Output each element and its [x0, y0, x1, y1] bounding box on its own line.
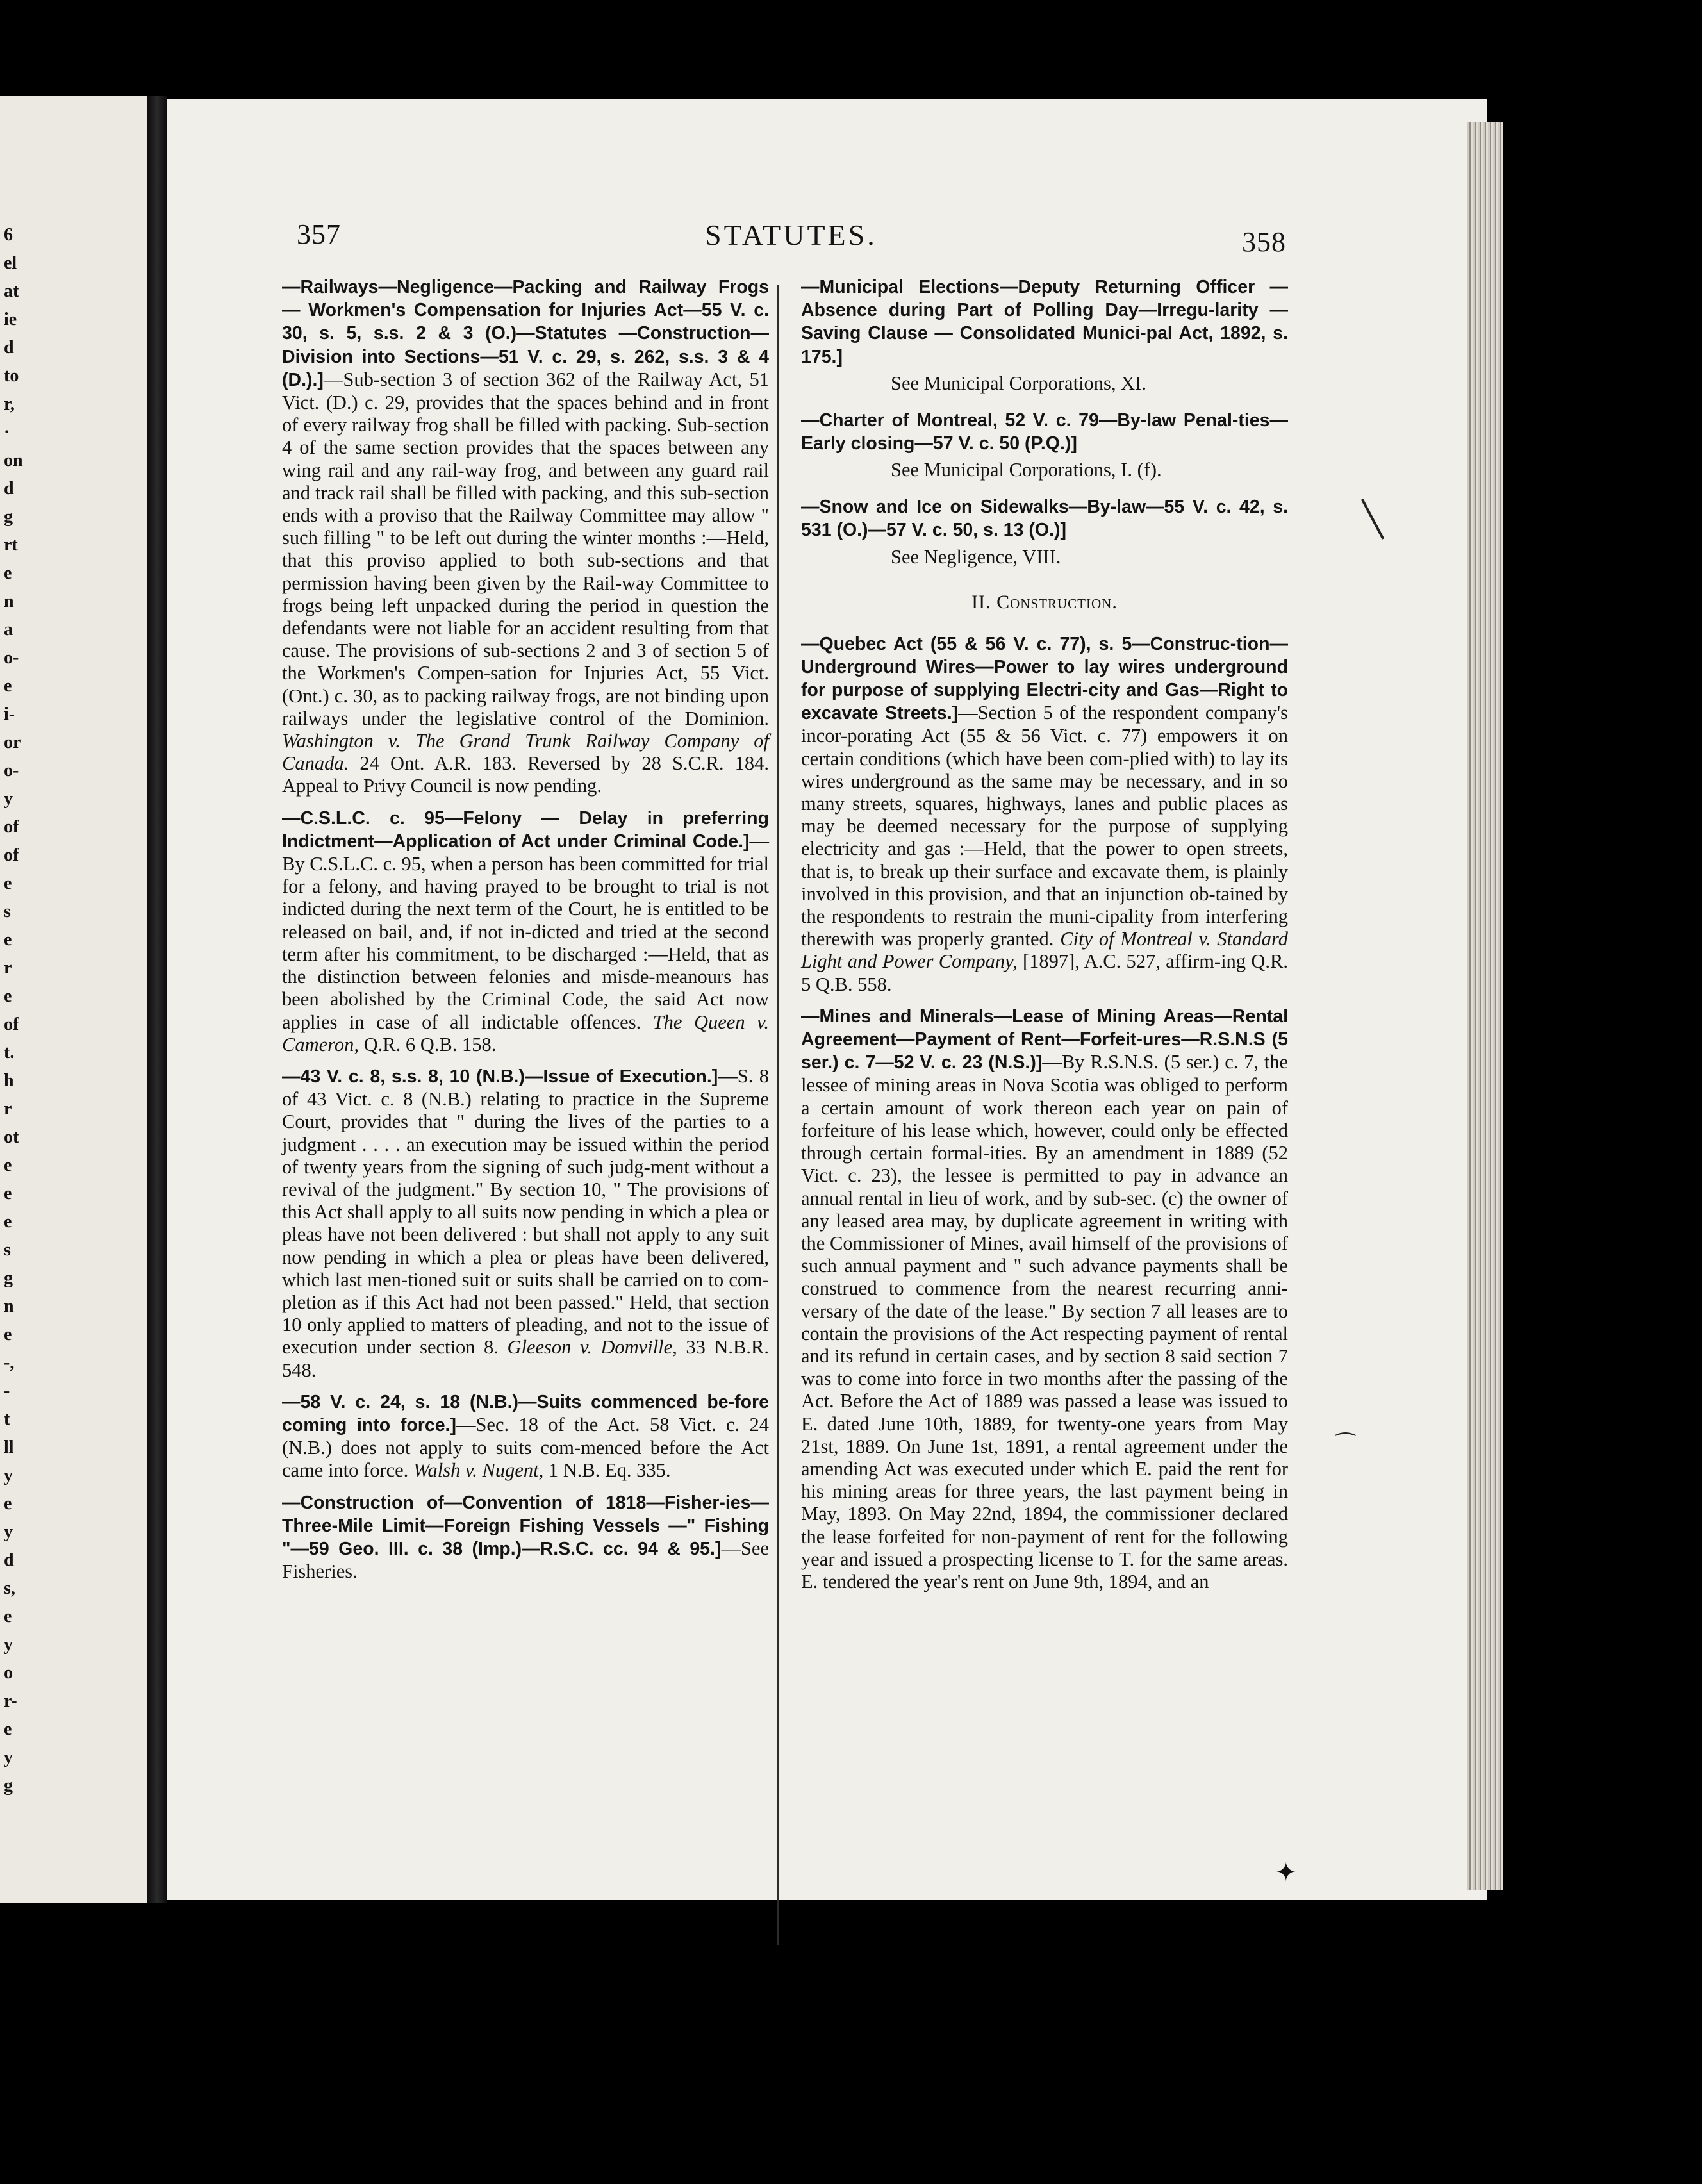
facing-page-fragment: e	[4, 1155, 12, 1175]
facing-page-fragment: e	[4, 1607, 12, 1626]
section-heading: II. Construction.	[971, 591, 1118, 613]
left-facing-page	[0, 96, 147, 1903]
facing-page-fragment: o	[4, 1663, 13, 1683]
facing-page-fragment: e	[4, 676, 12, 696]
pencil-tick-mark: ⁀	[1336, 1433, 1355, 1459]
facing-page-fragment: e	[4, 873, 12, 893]
statute-entry: —C.S.L.C. c. 95—Felony — Delay in preferring Indictment—Application of Act under Criminal Code.]—By C.S.L.C. c. 95, when a person has been committed for trial for a felony, and having prayed to be brought to trial is not indicted during the next term of the Court, he is entitled to be released on bail, and, if not in-dicted and tried at the second term after his commitment, to be discharged :—Held, that as the distinction between felonies and misde-meanours has been abolished by the Criminal Code, the said Act now applies in case of all indictable offences. The Queen v. Cameron, Q.R. 6 Q.B. 158.	[282, 807, 769, 1055]
page-number-left: 357	[297, 219, 341, 250]
facing-page-fragment: -	[4, 1381, 10, 1401]
facing-page-fragment: ·	[4, 422, 10, 442]
ink-mark: ✦	[1275, 1858, 1297, 1887]
facing-page-fragment: r-	[4, 1691, 17, 1711]
facing-page-fragment: ll	[4, 1437, 14, 1457]
statute-entry: —Snow and Ice on Sidewalks—By-law—55 V. c. 42, s. 531 (O.)—57 V. c. 50, s. 13 (O.)]	[801, 497, 1288, 541]
facing-page-fragment: t.	[4, 1043, 15, 1063]
facing-page-fragment: n	[4, 1296, 14, 1316]
facing-page-fragment: d	[4, 479, 14, 499]
page-number-right: 358	[1242, 226, 1286, 258]
facing-page-fragment: s	[4, 902, 11, 922]
page-edge	[1467, 122, 1503, 1890]
column-rule	[777, 285, 779, 1945]
facing-page-fragment: a	[4, 620, 13, 640]
facing-page-fragment: i-	[4, 704, 15, 724]
facing-page-fragment: rt	[4, 535, 18, 555]
statute-entry: —Railways—Negligence—Packing and Railway Frogs — Workmen's Compensation for Injuries Act—55 V. c. 30, s. 5, s.s. 2 & 3 (O.)—Statutes —Construction—Division into Sections—51 V. c. 29, s. 262, s.s. 3 & 4 (D.).]—Sub-section 3 of section 362 of the Railway Act, 51 Vict. (D.) c. 29, provides that the spaces behind and in front of every railway frog shall be filled with packing. Sub-section 4 of the same section provides that the spaces between any wing rail and any rail-way frog, and between any guard rail and track rail shall be filled with packing, and this sub-section ends with a proviso that the Railway Committee may allow " such filling " to be left out during the winter months :—Held, that this proviso applied to both sub-sections and that permission having been given by the Rail-way Committee to frogs being left unpacked during the period in question the defendants were not liable for an accident resulting from that cause. The provisions of sub-sections 2 and 3 of section 5 of the Workmen's Compen-sation for Injuries Act, 55 Vict. (Ont.) c. 30, as to packing railway frogs, are not binding upon railways under the legislative control of the Dominion. Washington v. The Grand Trunk Railway Company of Canada. 24 Ont. A.R. 183. Reversed by 28 S.C.R. 184. Appeal to Privy Council is now pending.	[282, 277, 769, 797]
facing-page-fragment: e	[4, 1325, 12, 1344]
facing-page-fragment: o-	[4, 648, 19, 668]
facing-page-fragment: of	[4, 1014, 19, 1034]
right-column	[801, 276, 1288, 1602]
facing-page-fragment: of	[4, 817, 19, 837]
facing-page-fragment: r	[4, 958, 12, 978]
facing-page-fragment: at	[4, 281, 19, 301]
facing-page-fragment: e	[4, 986, 12, 1006]
statute-entry: —43 V. c. 8, s.s. 8, 10 (N.B.)—Issue of Execution.]—S. 8 of 43 Vict. c. 8 (N.B.) relating to practice in the Supreme Court, provides that " during the lives of the parties to a judgment . . . . an execution may be issued within the period of twenty years from the signing of such judg-ment without a revival of the judgment." By section 10, " The provisions of this Act shall apply to all suits now pending in which a plea or pleas have not been delivered : but shall not apply to any suit now pending in which a plea or pleas have been delivered, which last men-tioned suit or suits shall be carried on to com-pletion as if this Act had not been passed." Held, that section 10 only applied to matters of pleading, and not to the issue of execution under section 8. Gleeson v. Domville, 33 N.B.R. 548.	[282, 1064, 769, 1381]
running-title: STATUTES.	[705, 219, 877, 251]
cross-reference: See Municipal Corporations, I. (f).	[891, 459, 1162, 481]
statute-entry: —Mines and Minerals—Lease of Mining Areas—Rental Agreement—Payment of Rent—Forfeit-ures—R.S.N.S (5 ser.) c. 7—52 V. c. 23 (N.S.)]—By R.S.N.S. (5 ser.) c. 7, the lessee of mining areas in Nova Scotia was obliged to perform a certain amount of work thereon each year on pain of forfeiture of his lease which, however, could only be effected through certain formal-ities. By an amendment in 1889 (52 Vict. c. 23), the lessee is permitted to pay in advance an annual rental in lieu of work, and by sub-sec. (c) the owner of any leased area may, by duplicate agreement in writing with the Commissioner of Mines, avail himself of the provisions of such annual payment and " such advance payments shall be construed to commence from the nearest recurring anni-versary of the date of the lease." By section 7 all leases are to contain the provisions of the Act respecting payment of rental and its refund in certain cases, and by section 8 said section 7 was to come into force in two months after the passing of the Act. Before the Act of 1889 was passed a lease was issued to E. dated June 10th, 1889, for twenty-one years from May 21st, 1889. On June 1st, 1891, a rental agreement under the amending Act was executed under which E. paid the rent for his mining areas for three years, the last payment being in May, 1893. On May 22nd, 1894, the commissioner declared the lease forfeited for non-payment of rent for the following year and issued a prospecting license to T. for the same areas. E. tendered the year's rent on June 9th, 1894, and an	[801, 1005, 1288, 1592]
facing-page-fragment: o-	[4, 761, 19, 781]
facing-page-fragment: or	[4, 732, 21, 752]
facing-page-fragment: g	[4, 507, 13, 527]
facing-page-fragment: t	[4, 1409, 10, 1429]
facing-page-fragment: e	[4, 1212, 12, 1232]
facing-page-fragment: ie	[4, 310, 17, 329]
statute-entry: —Municipal Elections—Deputy Returning Officer —Absence during Part of Polling Day—Irregu-larity — Saving Clause — Consolidated Munici-pal Act, 1892, s. 175.]	[801, 277, 1288, 367]
facing-page-fragment: of	[4, 845, 19, 865]
left-column	[282, 276, 769, 1592]
facing-page-fragment: s,	[4, 1578, 15, 1598]
facing-page-fragment: g	[4, 1776, 13, 1796]
facing-page-fragment: e	[4, 1494, 12, 1514]
facing-page-fragment: n	[4, 592, 14, 611]
facing-page-fragment: y	[4, 1466, 13, 1485]
statute-entry: —Charter of Montreal, 52 V. c. 79—By-law Penal-ties—Early closing—57 V. c. 50 (P.Q.)]	[801, 410, 1288, 454]
facing-page-fragment: -,	[4, 1353, 15, 1373]
book-gutter	[147, 96, 167, 1903]
facing-page-fragment: e	[4, 930, 12, 950]
facing-page-fragment: to	[4, 366, 19, 386]
facing-page-fragment: y	[4, 789, 13, 809]
facing-page-fragment: y	[4, 1522, 13, 1542]
facing-page-fragment: d	[4, 1550, 14, 1570]
facing-page-fragment: h	[4, 1071, 14, 1091]
facing-page-fragment: d	[4, 338, 14, 358]
facing-page-fragment: on	[4, 451, 23, 470]
cross-reference: See Negligence, VIII.	[891, 545, 1061, 568]
cross-reference: See Municipal Corporations, XI.	[891, 372, 1146, 394]
facing-page-fragment: y	[4, 1635, 13, 1655]
facing-page-fragment: r,	[4, 394, 15, 414]
facing-page-fragment: s	[4, 1240, 11, 1260]
facing-page-fragment: e	[4, 563, 12, 583]
facing-page-fragment: g	[4, 1268, 13, 1288]
facing-page-fragment: ot	[4, 1127, 19, 1147]
facing-page-fragment: r	[4, 1099, 12, 1119]
statute-entry: —Quebec Act (55 & 56 V. c. 77), s. 5—Construc-tion—Underground Wires—Power to lay wires underground for purpose of supplying Electri-city and Gas—Right to excavate Streets.]—Section 5 of the respondent company's incor-porating Act (55 & 56 Vict. c. 77) empowers it on certain conditions (which have been com-plied with) to lay its wires underground as the same may be necessary, and in so many streets, squares, highways, lanes and public places as may be deemed necessary for the purpose of supplying electricity and gas :—Held, that the power to open streets, that is, to break up their surface and excavate them, is plainly involved in this provision, and that an injunction ob-tained by the respondents to restrain the muni-cipality from interfering therewith was properly granted. City of Montreal v. Standard Light and Power Company, [1897], A.C. 527, affirm-ing Q.R. 5 Q.B. 558.	[801, 633, 1289, 995]
facing-page-fragment: y	[4, 1748, 13, 1767]
facing-page-fragment: e	[4, 1184, 12, 1204]
facing-page-fragment: 6	[4, 225, 13, 245]
facing-page-fragment: el	[4, 253, 17, 273]
statute-entry: —58 V. c. 24, s. 18 (N.B.)—Suits commenced be-fore coming into force.]—Sec. 18 of the Act. 58 Vict. c. 24 (N.B.) does not apply to suits com-menced before the Act came into force. Walsh v. Nugent, 1 N.B. Eq. 335.	[282, 1391, 769, 1482]
facing-page-fragment: e	[4, 1719, 12, 1739]
statute-entry: —Construction of—Convention of 1818—Fisher-ies—Three-Mile Limit—Foreign Fishing Vessels —" Fishing "—59 Geo. III. c. 38 (Imp.)—R.S.C. cc. 94 & 95.]—See Fisheries.	[282, 1492, 769, 1583]
